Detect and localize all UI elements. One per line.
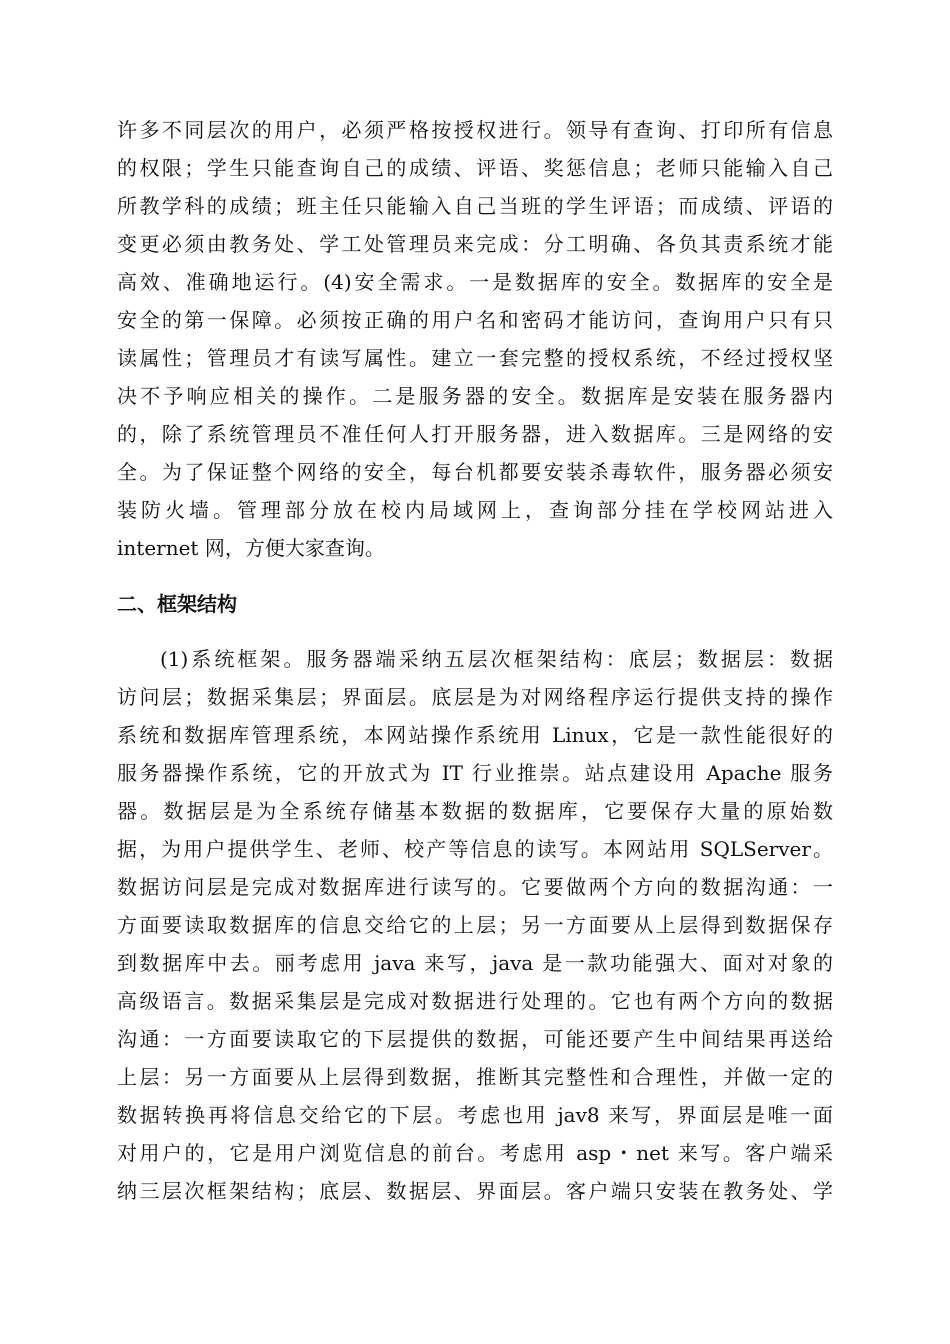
text-line: 数据转换再将信息交给它的下层。考虑也用 jav8 来写，界面层是唯一面 bbox=[117, 1103, 833, 1127]
text-line: 的，除了系统管理员不准任何人打开服务器，进入数据库。三是网络的安 bbox=[117, 422, 833, 446]
text-line: 服务器操作系统，它的开放式为 IT 行业推崇。站点建设用 Apache 服务 bbox=[117, 761, 833, 785]
text-line: 沟通：一方面要读取它的下层提供的数据，可能还要产生中间结果再送给 bbox=[117, 1027, 833, 1051]
text-line: 高效、准确地运行。(4)安全需求。一是数据库的安全。数据库的安全是 bbox=[117, 270, 833, 294]
text-line: 装防火墙。管理部分放在校内局域网上，查询部分挂在学校网站进入 bbox=[117, 498, 833, 522]
text-line: 所教学科的成绩；班主任只能输入自己当班的学生评语；而成绩、评语的 bbox=[117, 194, 833, 218]
text-line: 的权限；学生只能查询自己的成绩、评语、奖惩信息；老师只能输入自己 bbox=[117, 156, 833, 180]
text-line: 高级语言。数据采集层是完成对数据进行处理的。它也有两个方向的数据 bbox=[117, 989, 833, 1013]
text-line: 决不予响应相关的操作。二是服务器的安全。数据库是安装在服务器内 bbox=[117, 384, 833, 408]
text-line: 上层：另一方面要从上层得到数据，推断其完整性和合理性，并做一定的 bbox=[117, 1065, 833, 1089]
text-line: 全。为了保证整个网络的安全，每台机都要安装杀毒软件，服务器必须安 bbox=[117, 460, 833, 484]
text-line: 纳三层次框架结构；底层、数据层、界面层。客户端只安装在教务处、学 bbox=[117, 1179, 833, 1203]
text-line: 系统和数据库管理系统，本网站操作系统用 Linux，它是一款性能很好的 bbox=[117, 723, 833, 747]
text-line: 安全的第一保障。必须按正确的用户名和密码才能访问，查询用户只有只 bbox=[117, 308, 833, 332]
text-line: 读属性；管理员才有读写属性。建立一套完整的授权系统，不经过授权坚 bbox=[117, 346, 833, 370]
text-line: 变更必须由教务处、学工处管理员来完成：分工明确、各负其责系统才能 bbox=[117, 232, 833, 256]
text-line: 对用户的，它是用户浏览信息的前台。考虑用 asp・net 来写。客户端采 bbox=[117, 1141, 833, 1165]
text-line: internet 网，方便大家查询。 bbox=[117, 536, 385, 560]
text-line: 据，为用户提供学生、老师、校产等信息的读写。本网站用 SQLServer。 bbox=[117, 837, 833, 861]
text-line: 方面要读取数据库的信息交给它的上层；另一方面要从上层得到数据保存 bbox=[117, 913, 833, 937]
text-line: 数据访问层是完成对数据库进行读写的。它要做两个方向的数据沟通：一 bbox=[117, 875, 833, 899]
text-line: 访问层；数据采集层；界面层。底层是为对网络程序运行提供支持的操作 bbox=[117, 685, 833, 709]
text-line: 到数据库中去。丽考虑用 java 来写，java 是一款功能强大、面对对象的 bbox=[117, 951, 833, 975]
text-line: 许多不同层次的用户，必须严格按授权进行。领导有查询、打印所有信息 bbox=[117, 118, 833, 142]
text-line: 器。数据层是为全系统存储基本数据的数据库，它要保存大量的原始数 bbox=[117, 799, 833, 823]
text-line: (1)系统框架。服务器端采纳五层次框架结构：底层；数据层：数据 bbox=[160, 647, 833, 671]
section-heading: 二、框架结构 bbox=[117, 592, 237, 616]
